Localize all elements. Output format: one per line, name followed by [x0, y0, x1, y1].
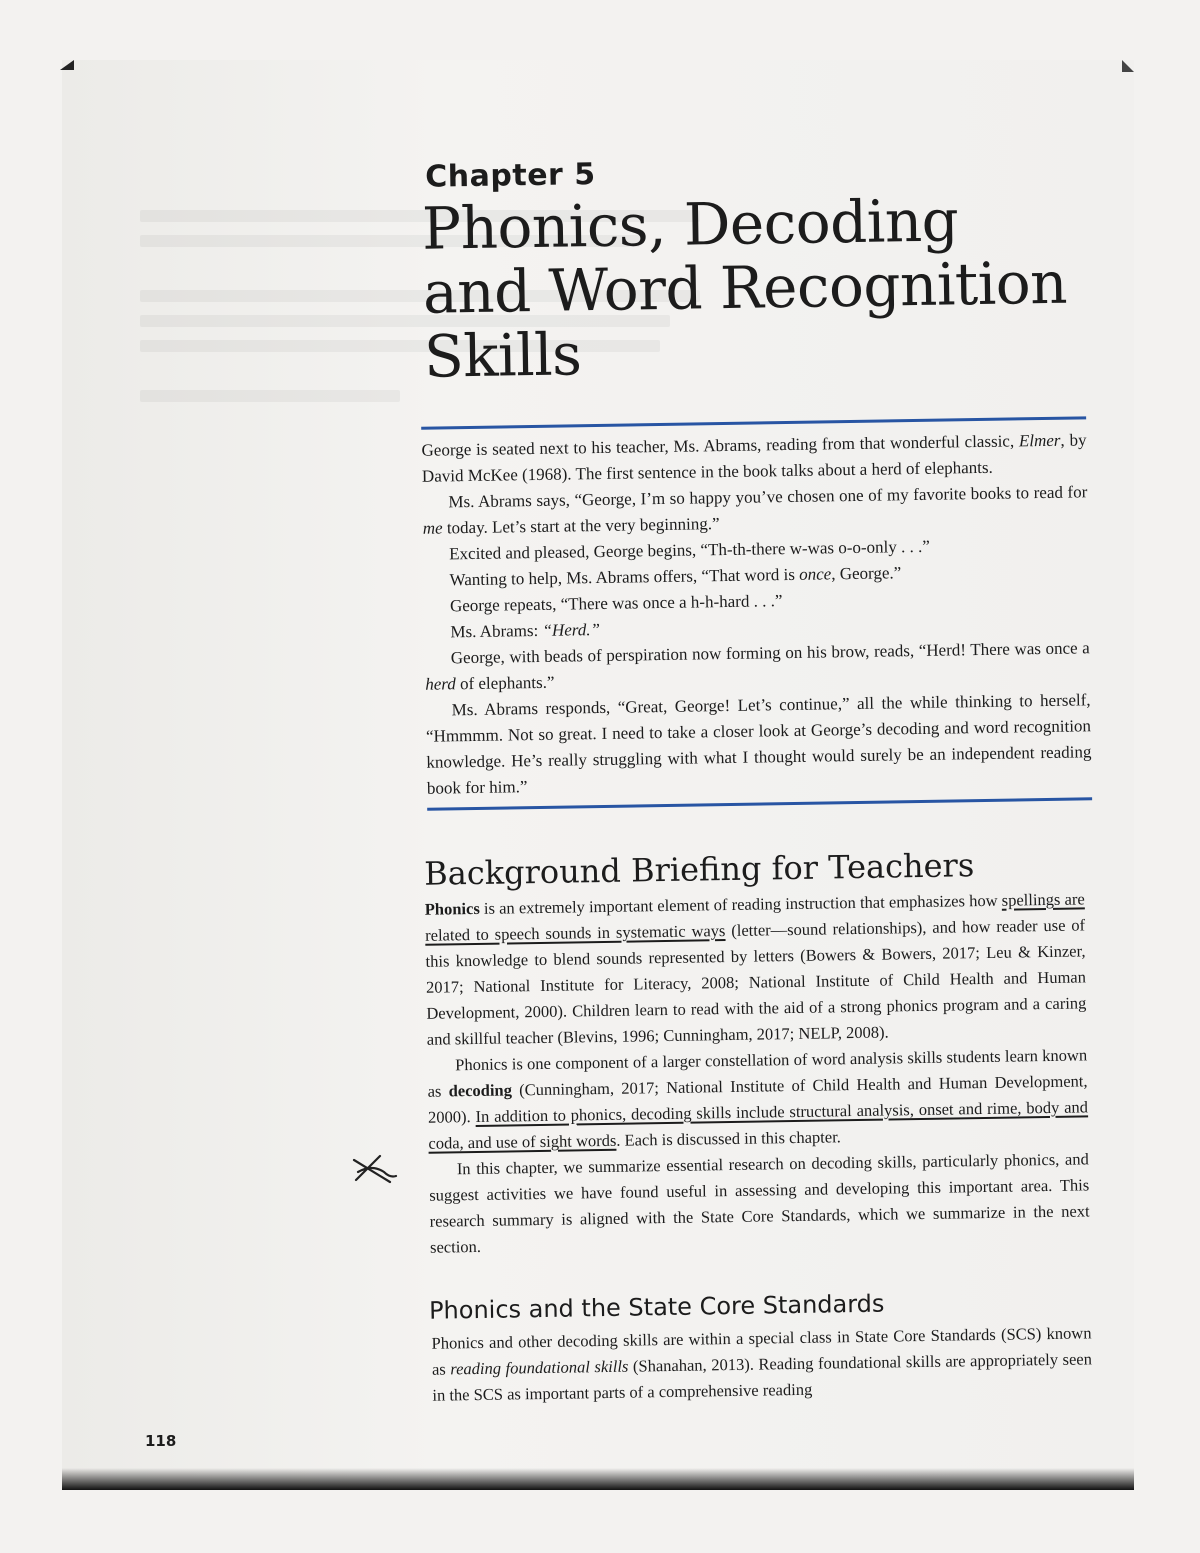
background-body [425, 886, 1091, 1260]
intro-paragraph: George is seated next to his teacher, Ms. Abrams, reading from that wonderful classic, Elmer, by David McKee (1968). The first sentence in the book talks about a herd of elephants. [421, 430, 1087, 486]
chapter-title-line: Phonics, Decoding [421, 186, 959, 263]
subsection-heading: Phonics and the State Core Standards [428, 1289, 885, 1325]
intro-paragraph: Excited and pleased, George begins, “Th-th-there w-was o-o-only . . .” [449, 536, 931, 564]
chapter-title-line: Skills [423, 320, 582, 391]
scan-bottom-edge [62, 1468, 1134, 1490]
handwritten-star-icon [350, 1150, 400, 1190]
bleed-line [140, 390, 400, 402]
page-content [405, 149, 1105, 1409]
chapter-title-line: and Word Recognition [422, 248, 1068, 327]
body-paragraph: In this chapter, we summarize essential research on decoding skills, particularly phonics, and suggest activities we have found useful in assessing and developing this important area. This research summary is aligned with the State Core Standards, which we summarize in the next section. [429, 1149, 1090, 1257]
standards-body [431, 1320, 1092, 1408]
section-heading: Background Briefing for Teachers [423, 846, 975, 893]
body-paragraph: Phonics and other decoding skills are within a special class in State Core Standards (SCS) known as reading foundational skills (Shanahan, 2013). Reading foundational skills are appropriately seen in the SCS as important parts of a comprehensive reading [431, 1323, 1093, 1405]
intro-vignette [421, 427, 1092, 810]
intro-paragraph: Ms. Abrams responds, “Great, George! Let’s continue,” all the while thinking to herself, “Hmmmm. Not so great. I need to take a closer look at George’s decoding and word recognition knowledge. He’s really struggling with what I thought would surely be an independent reading book for him.” [425, 690, 1092, 798]
page-number: 118 [145, 1432, 177, 1450]
intro-paragraph: George repeats, “There was once a h-h-hard . . .” [449, 591, 783, 616]
intro-top-rule [421, 416, 1086, 429]
chapter-title [421, 186, 1089, 391]
intro-paragraph: Ms. Abrams: “Herd.” [450, 619, 601, 642]
intro-paragraph: Wanting to help, Ms. Abrams offers, “That word is once, George.” [449, 563, 902, 590]
chapter-label: Chapter 5 [424, 157, 596, 195]
body-paragraph: Phonics is one component of a larger constellation of word analysis skills students learn known as decoding (Cunningham, 2017; National Institute of Child Health and Human Development, 2000). In addition to phonics, decoding skills include structural analysis, onset and rime, body and coda, and use of sight words. Each is discussed in this chapter. [427, 1045, 1089, 1153]
intro-paragraph: George, with beads of perspiration now forming on his brow, reads, “Herd! There was once a herd of elephants.” [425, 638, 1090, 694]
body-paragraph: Phonics is an extremely important element of reading instruction that emphasizes how spellings are related to speech sounds in systematic ways (letter—sound relationships), and how reader use of this knowledge to blend sounds represented by letters (Bowers & Bowers, 2017; Leu & Kinzer, 2017; National Institute for Literacy, 2008; National Institute of Child Health and Human Development, 2000). Children learn to read with the aid of a strong phonics program and a caring and skillful teacher (Blevins, 1996; Cunningham, 2017; NELP, 2008). [424, 889, 1087, 1049]
handwritten-underline: spellings are related to speech sounds in systematic ways [425, 889, 1085, 945]
intro-paragraph: Ms. Abrams says, “George, I’m so happy you’ve chosen one of my favorite books to read for me today. Let’s start at the very beginning.” [422, 482, 1088, 538]
handwritten-underline: In addition to phonics, decoding skills include structural analysis, onset and rime, body and coda, and use of sight words [428, 1097, 1089, 1153]
